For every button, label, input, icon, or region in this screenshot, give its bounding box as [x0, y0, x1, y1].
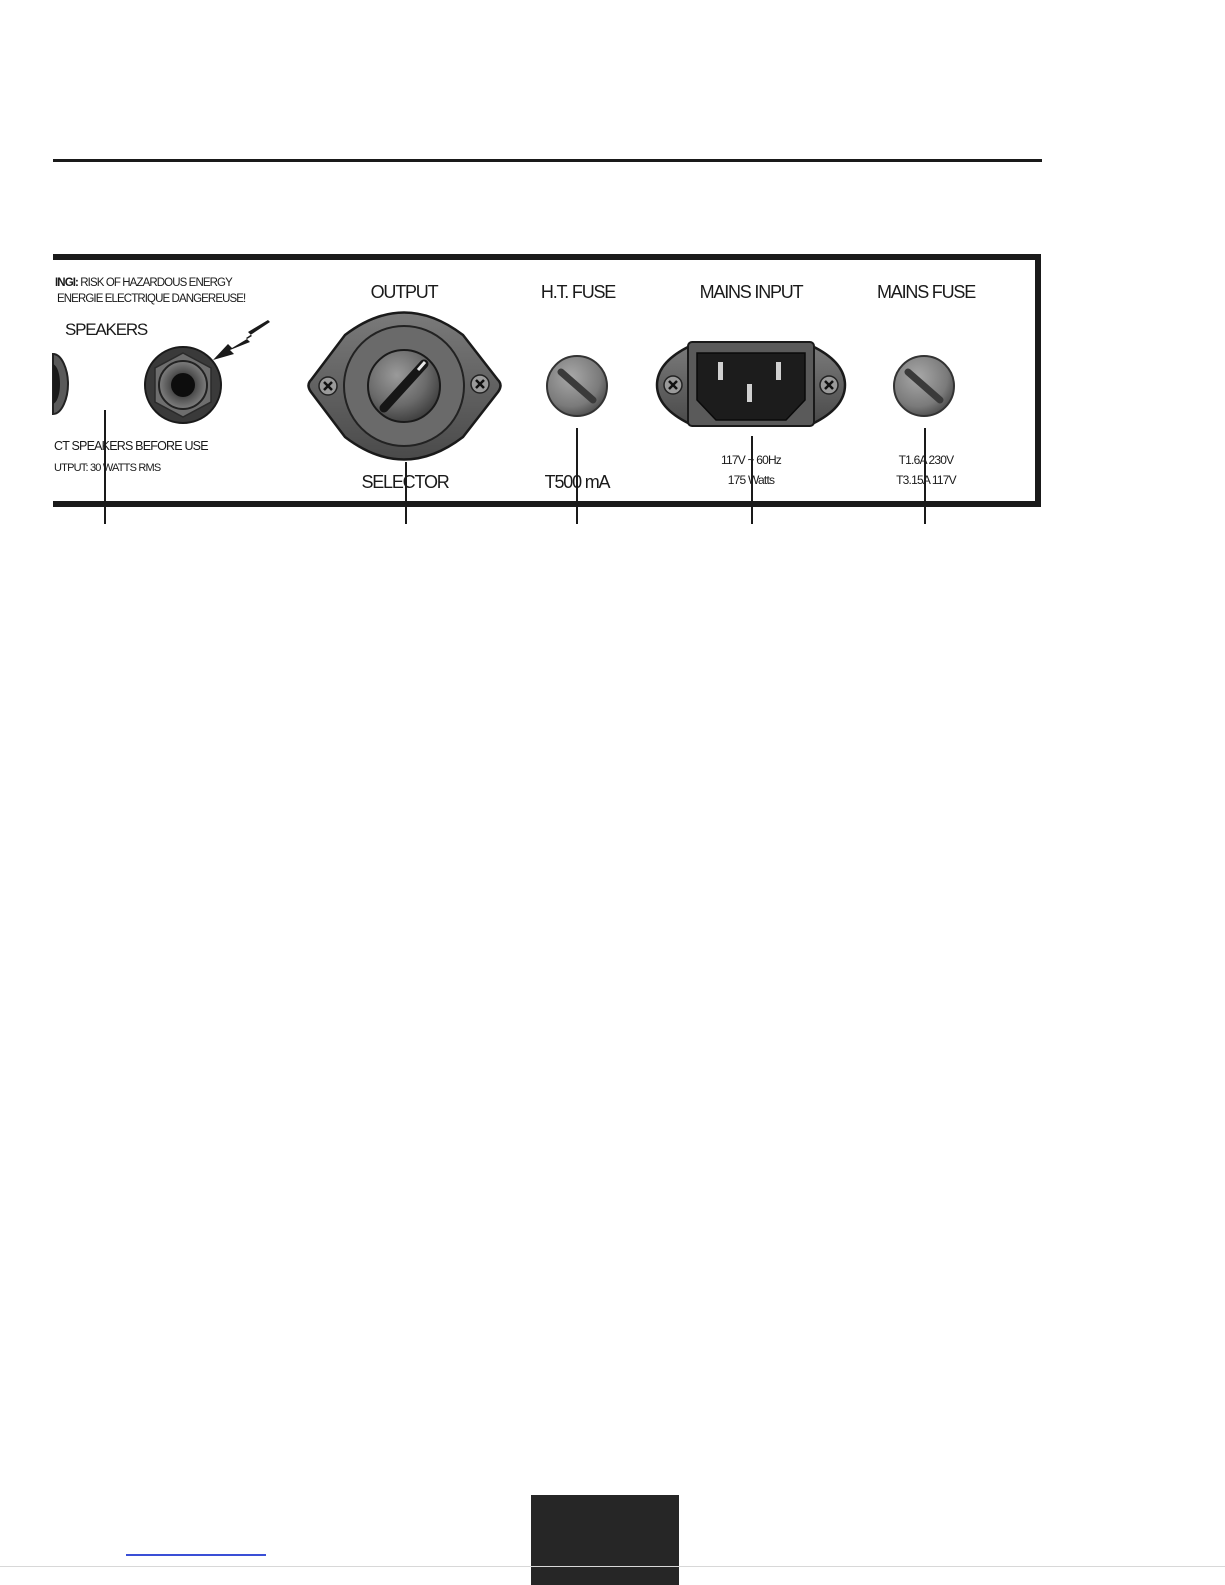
header-rule — [53, 159, 1042, 162]
mains-fuse-label: MAINS FUSE — [876, 282, 976, 302]
speakers-output-rating: UTPUT: 30 WATTS RMS — [54, 462, 161, 474]
ht-fuse-label: H.T. FUSE — [540, 282, 616, 302]
fuse-holder-icon — [547, 356, 607, 416]
speakers-note: CT SPEAKERS BEFORE USE — [54, 439, 208, 453]
rotary-selector-icon — [309, 313, 501, 460]
warning-line-2: ENERGIE ELECTRIQUE DANGEREUSE! — [57, 293, 246, 305]
output-label: OUTPUT — [370, 282, 438, 302]
speakers-label: SPEAKERS — [65, 320, 148, 339]
fuse-holder-icon — [894, 356, 954, 416]
footer-link-underline[interactable] — [126, 1554, 266, 1556]
speaker-jack-icon — [145, 347, 221, 423]
lightning-arrow-icon — [213, 320, 270, 360]
rear-panel-diagram — [0, 250, 1225, 530]
ht-fuse-rating: T500 mA — [544, 472, 610, 492]
speaker-jack-icon — [53, 354, 68, 414]
mains-input-voltage: 117V ~ 60Hz — [720, 453, 782, 467]
warning-line-1 — [55, 277, 232, 289]
mains-fuse-rating-117v: T3.15A 117V — [896, 473, 956, 487]
selector-label: SELECTOR — [361, 472, 449, 492]
iec-mains-socket-icon — [657, 342, 845, 426]
warning-rest: RISK OF HAZARDOUS ENERGY — [77, 277, 232, 289]
mains-fuse-rating-230v: T1.6A 230V — [898, 453, 954, 467]
warning-bold: INGI: — [55, 277, 78, 289]
mains-input-power: 175 Watts — [727, 473, 775, 487]
mains-input-label: MAINS INPUT — [699, 282, 803, 302]
page-number-tab — [531, 1495, 679, 1585]
footer-divider — [0, 1566, 1225, 1567]
